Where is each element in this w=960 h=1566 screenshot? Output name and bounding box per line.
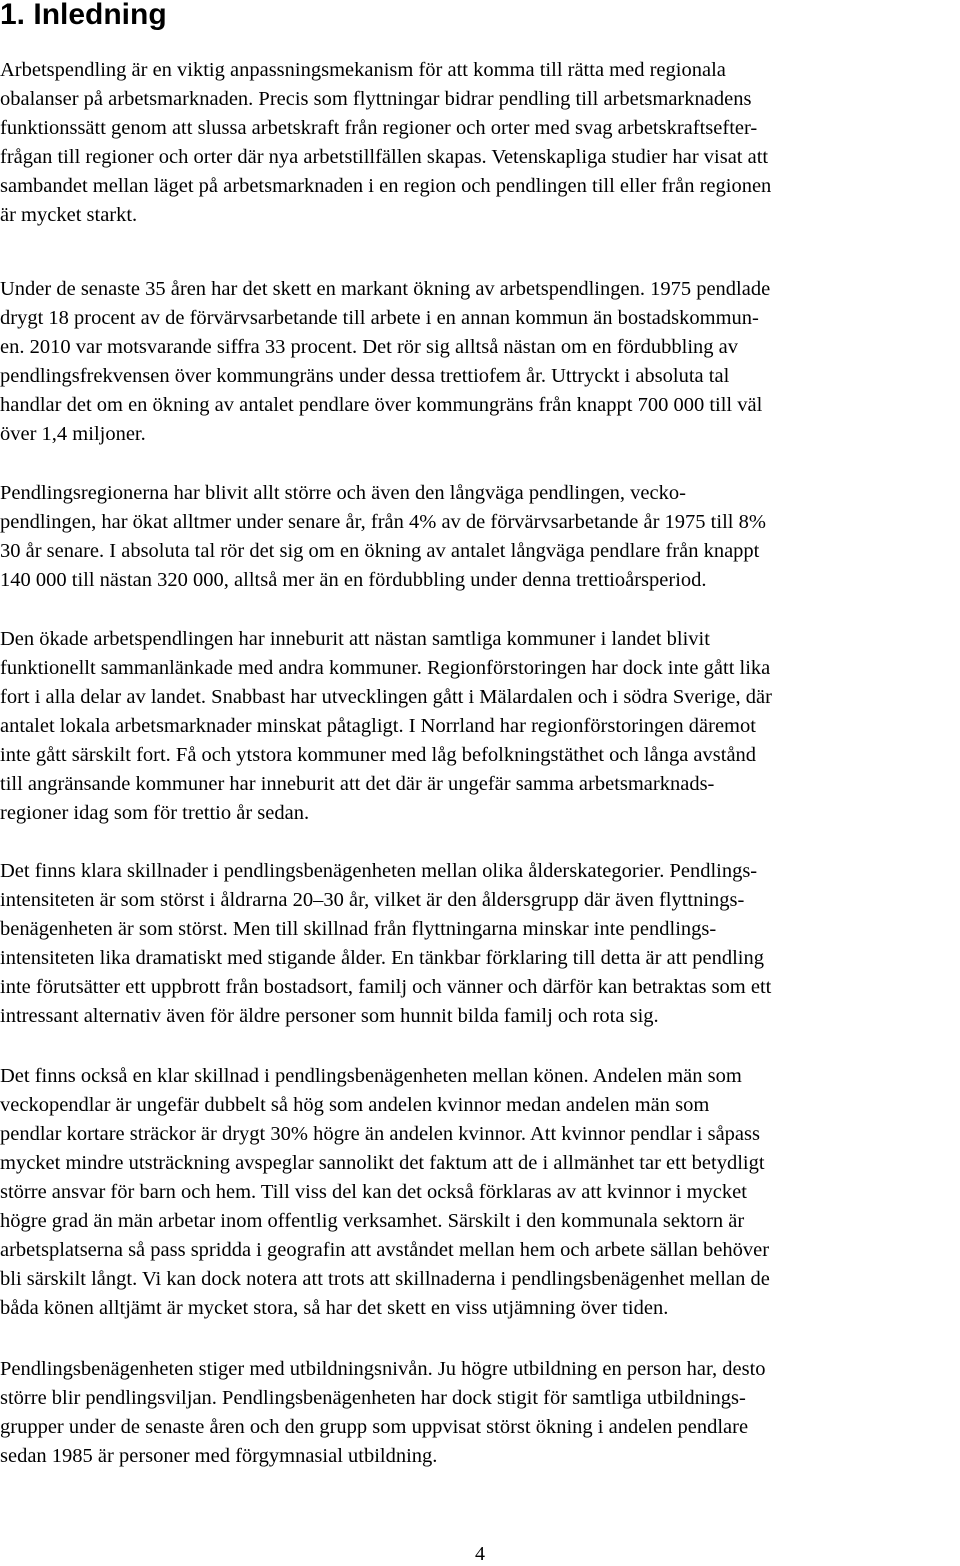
- text-line: Det finns klara skillnader i pendlingsbenägenheten mellan olika ålderskategorier. Pendlings-: [0, 860, 758, 882]
- text-line: inte förutsätter ett uppbrott från bostadsort, familj och vänner och därför kan betraktas som ett: [0, 976, 772, 998]
- paragraph-3: [0, 479, 766, 595]
- text-line: antalet lokala arbetsmarknader minskat påtagligt. I Norrland har regionförstoringen däremot: [0, 715, 756, 737]
- paragraph-7: [0, 1355, 766, 1471]
- text-line: sedan 1985 är personer med förgymnasial utbildning.: [0, 1445, 438, 1467]
- text-line: arbetsplatserna så pass spridda i geografin att avståndet mellan hem och arbete sällan behöver: [0, 1239, 770, 1261]
- text-line: pendlingen, har ökat alltmer under senare år, från 4% av de förvärvsarbetande år 1975 till 8%: [0, 511, 766, 533]
- text-line: Pendlingsregionerna har blivit allt större och även den långväga pendlingen, vecko-: [0, 482, 686, 504]
- text-line: drygt 18 procent av de förvärvsarbetande till arbete i en annan kommun än bostadskommun-: [0, 307, 759, 329]
- text-line: intensiteten är som störst i åldrarna 20–30 år, vilket är den åldersgrupp där även flyttnings-: [0, 889, 745, 911]
- text-line: 30 år senare. I absoluta tal rör det sig om en ökning av antalet långväga pendlare från knappt: [0, 540, 760, 562]
- text-line: Den ökade arbetspendlingen har inneburit att nästan samtliga kommuner i landet blivit: [0, 628, 710, 650]
- text-line: fort i alla delar av landet. Snabbast har utvecklingen gått i Mälardalen och i södra Sverige, där: [0, 686, 772, 708]
- text-line: Arbetspendling är en viktig anpassningsmekanism för att komma till rätta med regionala: [0, 59, 726, 81]
- text-line: benägenheten är som störst. Men till skillnad från flyttningarna minskar inte pendlings-: [0, 918, 717, 940]
- text-line: sambandet mellan läget på arbetsmarknaden i en region och pendlingen till eller från regionen: [0, 175, 772, 197]
- paragraph-4: [0, 625, 772, 828]
- text-line: är mycket starkt.: [0, 204, 138, 226]
- text-line: 140 000 till nästan 320 000, alltså mer än en fördubbling under denna trettioårsperiod.: [0, 569, 707, 591]
- page-number: 4: [475, 1543, 485, 1565]
- section-heading: 1. Inledning: [0, 0, 167, 31]
- text-line: mycket mindre utsträckning avspeglar sannolikt det faktum att de i allmänhet tar ett betydligt: [0, 1152, 765, 1174]
- text-line: intressant alternativ även för äldre personer som hunnit bilda familj och rota sig.: [0, 1005, 659, 1027]
- paragraph-2: [0, 275, 770, 449]
- text-line: större blir pendlingsviljan. Pendlingsbenägenheten har dock stigit för samtliga utbildnings-: [0, 1387, 746, 1409]
- text-line: en. 2010 var motsvarande siffra 33 procent. Det rör sig alltså nästan om en fördubbling av: [0, 336, 738, 358]
- text-line: över 1,4 miljoner.: [0, 423, 146, 445]
- text-line: grupper under de senaste åren och den grupp som uppvisat störst ökning i andelen pendlare: [0, 1416, 749, 1438]
- text-line: Under de senaste 35 åren har det skett en markant ökning av arbetspendlingen. 1975 pendlade: [0, 278, 771, 300]
- text-line: obalanser på arbetsmarknaden. Precis som flyttningar bidrar pendling till arbetsmarknadens: [0, 88, 752, 110]
- text-line: till angränsande kommuner har inneburit att det där är ungefär samma arbetsmarknads-: [0, 773, 715, 795]
- text-line: veckopendlar är ungefär dubbelt så hög som andelen kvinnor medan andelen män som: [0, 1094, 710, 1116]
- text-line: inte gått särskilt fort. Få och ytstora kommuner med låg befolkningstäthet och långa avstånd: [0, 744, 757, 766]
- text-line: funktionssätt genom att slussa arbetskraft från regioner och orter med svag arbetskraftsefter-: [0, 117, 758, 139]
- text-line: Det finns också en klar skillnad i pendlingsbenägenheten mellan könen. Andelen män som: [0, 1065, 742, 1087]
- text-line: högre grad än män arbetar inom offentlig verksamhet. Särskilt i den kommunala sektorn är: [0, 1210, 745, 1232]
- text-line: Pendlingsbenägenheten stiger med utbildningsnivån. Ju högre utbildning en person har, desto: [0, 1358, 766, 1380]
- paragraph-6: [0, 1062, 770, 1323]
- paragraph-5: [0, 857, 771, 1031]
- text-line: intensiteten lika dramatiskt med stigande ålder. En tänkbar förklaring till detta är att pendling: [0, 947, 764, 969]
- text-line: större ansvar för barn och hem. Till viss del kan det också förklaras av att kvinnor i mycket: [0, 1181, 747, 1203]
- text-line: pendlingsfrekvensen över kommungräns under dessa trettiofem år. Uttryckt i absoluta tal: [0, 365, 730, 387]
- text-line: handlar det om en ökning av antalet pendlare över kommungräns från knappt 700 000 till väl: [0, 394, 763, 416]
- text-line: båda könen alltjämt är mycket stora, så har det skett en viss utjämning över tiden.: [0, 1297, 669, 1319]
- text-line: frågan till regioner och orter där nya arbetstillfällen skapas. Vetenskapliga studier har visat att: [0, 146, 769, 168]
- text-line: regioner idag som för trettio år sedan.: [0, 802, 310, 824]
- paragraph-1: [0, 56, 771, 230]
- text-line: bli särskilt långt. Vi kan dock notera att trots att skillnaderna i pendlingsbenägenhet mellan de: [0, 1268, 770, 1290]
- text-line: funktionellt sammanlänkade med andra kommuner. Regionförstoringen har dock inte gått lika: [0, 657, 771, 679]
- text-line: pendlar kortare sträckor är drygt 30% högre än andelen kvinnor. Att kvinnor pendlar i såpass: [0, 1123, 760, 1145]
